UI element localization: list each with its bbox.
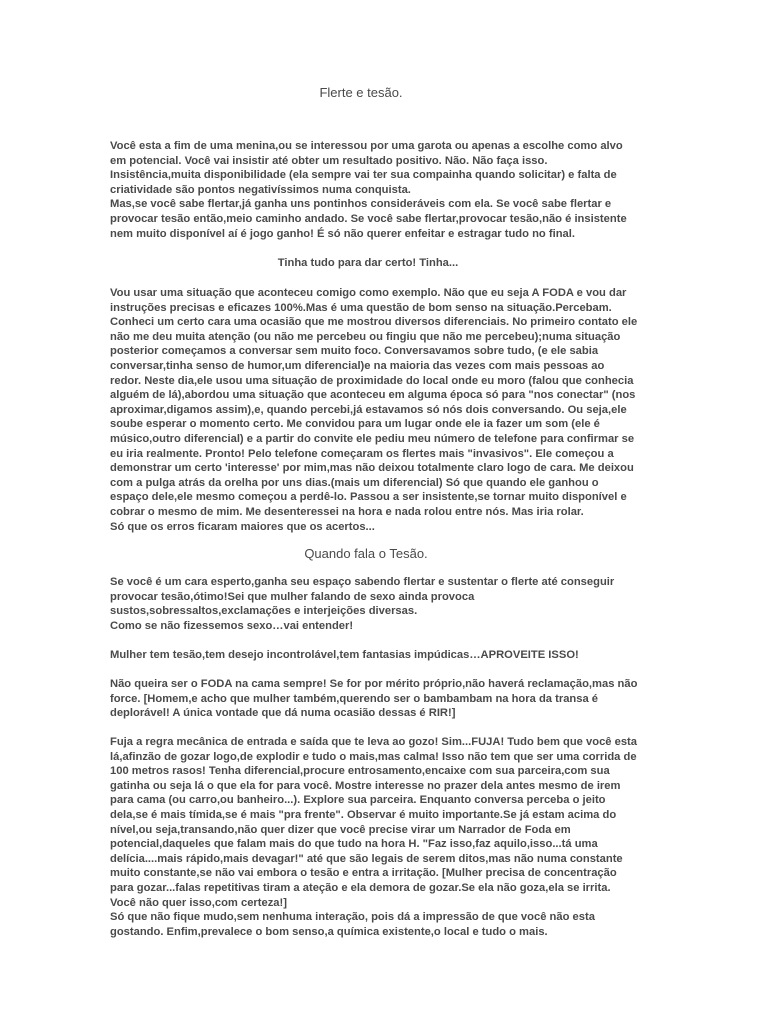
text-line: provocar tesão,ótimo!Sei que mulher falando de sexo ainda provoca — [110, 590, 475, 603]
text-line: posterior começamos a conversar sem muito foco. Conversavamos sobre tudo, (e ele sabia — [110, 345, 599, 358]
text-line: em potencial. Você vai insistir até obter um resultado positivo. Não. Não faça isso. — [110, 154, 548, 167]
tesao-paragraph-4 — [110, 735, 670, 939]
tesao-paragraph-1 — [110, 575, 670, 633]
text-line: redor. Neste dia,ele usou uma situação de proximidade do local onde eu moro (falou que conhecia — [110, 374, 634, 387]
tesao-paragraph-3 — [110, 677, 670, 721]
text-line: Só que os erros ficaram maiores que os acertos... — [110, 520, 375, 533]
text-line: potencial,daqueles que falam mais do que tudo na hora H. "Faz isso,faz aquilo,isso...tá uma — [110, 838, 598, 851]
text-line: com a pulga atrás da orelha por uns dias.(mais um diferencial) Só que quando ele ganhou o — [110, 476, 599, 489]
text-line: dela,se é mais tímida,se é mais "pra frente". Observar é muito importante.Se já estam acima do — [110, 808, 617, 821]
text-line: Só que não fique mudo,sem nenhuma interação, pois dá a impressão de que você não esta — [110, 911, 595, 924]
text-line: Você não quer isso,com certeza!] — [110, 896, 287, 909]
section-heading-tinha-tudo: Tinha tudo para dar certo! Tinha... — [277, 257, 459, 269]
text-line: espaço dele,ele mesmo começou a perdê-lo. Passou a ser insistente,se tornar muito disponível e — [110, 491, 627, 504]
text-line: não me deu muita atenção (ou não me percebeu ou fingiu que não me percebeu);numa situação — [110, 330, 621, 343]
text-line: nível,ou seja,transando,não quer dizer que você precise virar um Narrador de Foda em — [110, 823, 571, 836]
text-line: Não queira ser o FODA na cama sempre! Se for por mérito próprio,não haverá reclamação,mas não — [110, 678, 638, 690]
section-heading-quando-fala: Quando fala o Tesão. — [304, 546, 428, 561]
text-line: Você esta a fim de uma menina,ou se interessou por uma garota ou apenas a escolhe como alvo — [110, 140, 623, 152]
text-line: para gozar...falas repetitivas tiram a ateção e ela demora de gozar.Se ela não goza,ela se irrita. — [110, 881, 611, 894]
text-line: force. [Homem,e acho que mulher também,querendo ser o bambambam na hora da transa é — [110, 692, 599, 705]
text-line: 100 metros rasos! Tenha diferencial,procure entrosamento,encaixe com sua parceira,com sua — [110, 765, 610, 778]
text-line: para cama (ou carro,ou banheiro...). Explore sua parceira. Enquanto conversa perceba o jeito — [110, 794, 606, 807]
text-line: Como se não fizessemos sexo…vai entender! — [110, 619, 354, 632]
text-line: conversar,tinha senso de humor,um diferencial)e na maioria das vezes com mais pessoas ao — [110, 359, 605, 372]
text-line: Se você é um cara esperto,ganha seu espaço sabendo flertar e sustentar o flerte até conseguir — [110, 576, 615, 588]
text-line: soube esperar o momento certo. Me convidou para um lugar onde ele ia fazer um som (ele é — [110, 418, 600, 431]
intro-paragraph — [110, 139, 670, 241]
text-line: alguém de lá),abordou uma situação que aconteceu em alguma época só para "nos conectar" (nos — [110, 389, 636, 402]
text-line: muito constante,se não vai embora o tesão e entra a irritação. [Mulher precisa de concentração — [110, 867, 617, 880]
text-line: Insistência,muita disponibilidade (ela sempre vai ter sua compainha quando solicitar) e falta de — [110, 169, 617, 182]
text-line: gostando. Enfim,prevalece o bom senso,a química existente,o local e tudo o mais. — [110, 925, 548, 938]
text-line: gatinha ou seja lá o que ela for para você. Mostre interesse no prazer dela antes mesmo de irem — [110, 779, 621, 792]
text-line: nem muito disponível aí é jogo ganho! É só não querer enfeitar e estragar tudo no final. — [110, 227, 575, 240]
text-line: delícia....mais rápido,mais devagar!" até que são legais de serem ditos,mas não numa constante — [110, 852, 623, 865]
story-paragraph — [110, 286, 670, 534]
text-line: Mulher tem tesão,tem desejo incontrolável,tem fantasias impúdicas…APROVEITE ISSO! — [110, 649, 579, 661]
text-line: sustos,sobressaltos,exclamações e interjeições diversas. — [110, 605, 418, 618]
text-line: instruções precisas e eficazes 100%.Mas é uma questão de bom senso na situação.Percebam. — [110, 301, 612, 314]
text-line: lá,afinzão de gozar logo,de explodir e tudo o mais,mas calma! Isso não tem que ser uma corrida de — [110, 750, 637, 763]
text-line: deplorável! A única vontade que dá numa ocasião dessas é RIR!] — [110, 707, 456, 720]
text-line: aproximar,digamos assim),e, quando percebi,já estavamos só nós dois conversando. Ou seja,ele — [110, 403, 627, 416]
text-line: Conheci um certo cara uma ocasião que me mostrou diversos diferenciais. No primeiro contato ele — [110, 316, 638, 329]
tesao-paragraph-2 — [110, 648, 670, 663]
text-line: criatividade são pontos negativíssimos numa conquista. — [110, 183, 411, 196]
text-line: demonstrar um certo 'interesse' por mim,mas não deixou totalmente claro logo de cara. Me deixou — [110, 462, 634, 475]
document-title: Flerte e tesão. — [319, 85, 403, 100]
text-line: Vou usar uma situação que aconteceu comigo como exemplo. Não que eu seja A FODA e vou dar — [110, 287, 627, 299]
text-line: músico,outro diferencial) e a partir do convite ele pediu meu número de telefone para confirmar se — [110, 432, 635, 445]
text-line: Mas,se você sabe flertar,já ganha uns pontinhos consideráveis com ela. Se você sabe flertar e — [110, 198, 612, 211]
text-line: Fuja a regra mecânica de entrada e saída que te leva ao gozo! Sim...FUJA! Tudo bem que você esta — [110, 736, 638, 748]
text-line: provocar tesão então,meio caminho andado. Se você sabe flertar,provocar tesão,não é insistente — [110, 212, 627, 225]
text-line: eu iria realmente. Pronto! Pelo telefone começaram os flertes mais "invasivos". Ele começou a — [110, 447, 614, 460]
text-line: cobrar o mesmo de mim. Me desenteressei na hora e nada rolou entre nós. Mas iria rolar. — [110, 505, 584, 518]
